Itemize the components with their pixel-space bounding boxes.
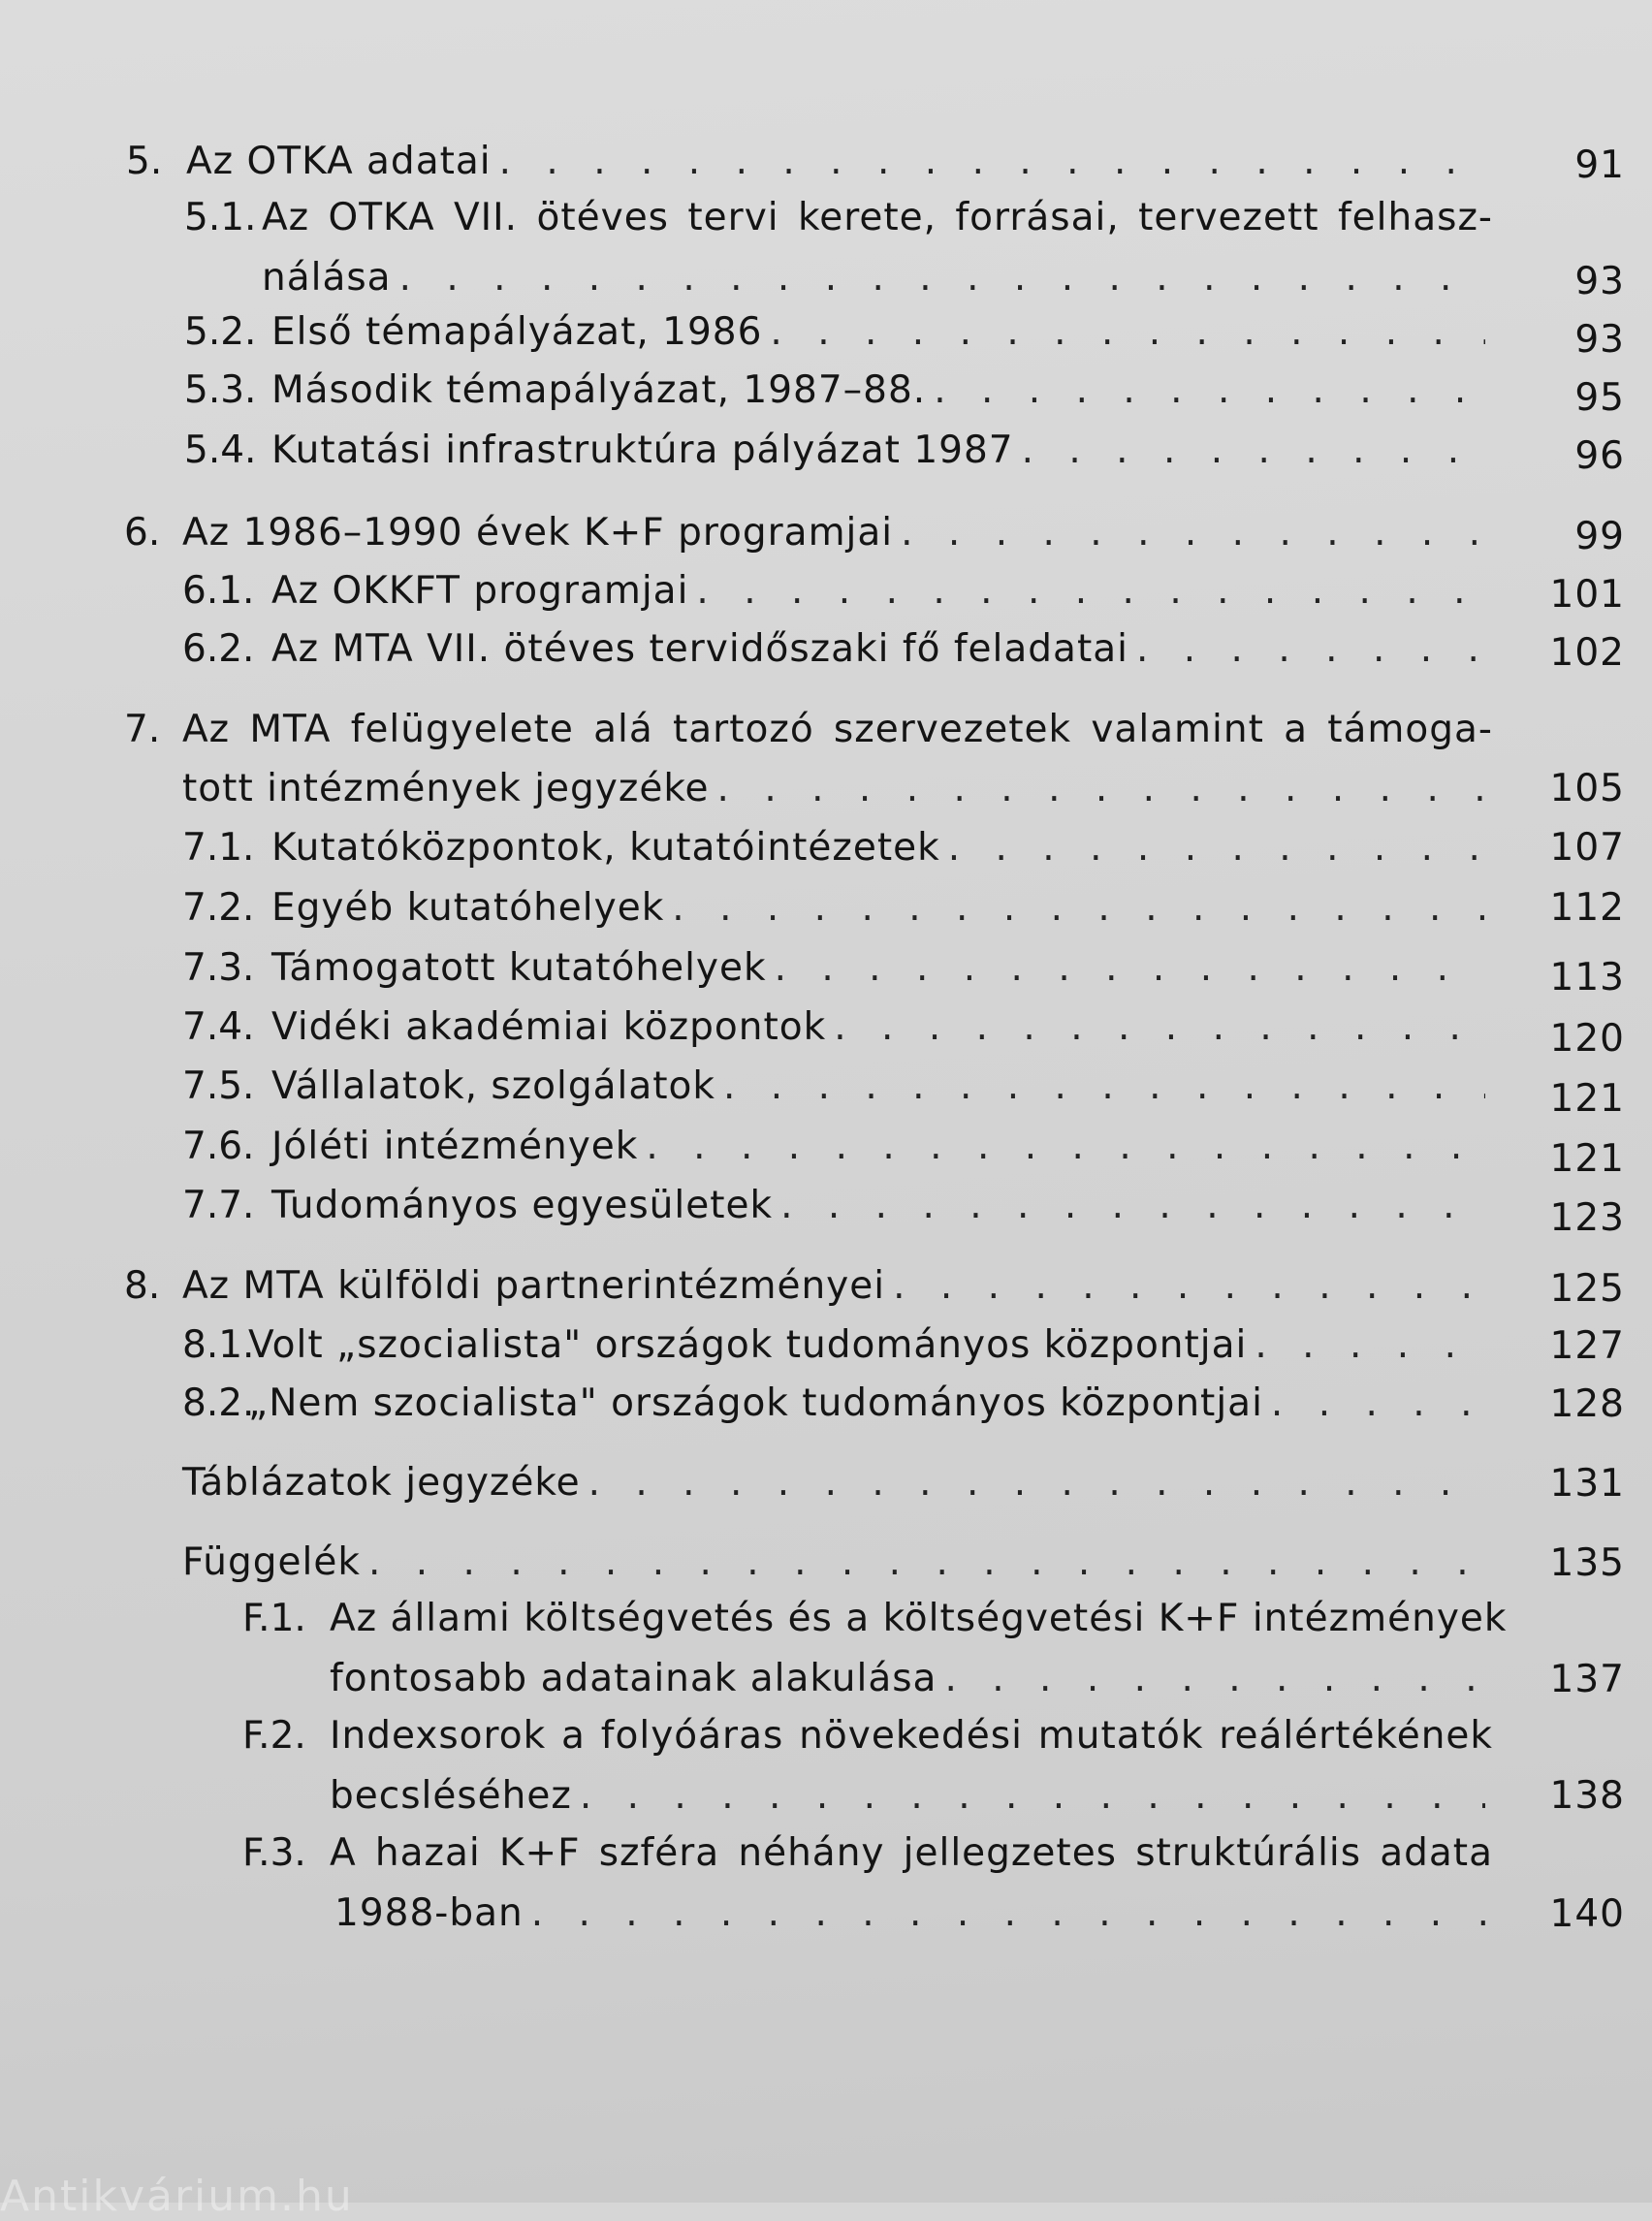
toc-title: Az 1986–1990 évek K+F programjai bbox=[182, 511, 894, 555]
dot-leader bbox=[723, 1063, 1485, 1111]
toc-page-number: 140 bbox=[1549, 1892, 1625, 1936]
dot-leader bbox=[588, 1459, 1485, 1507]
toc-entry-7-2 bbox=[182, 884, 1493, 933]
toc-title: Az MTA külföldi partnerintézményei bbox=[182, 1264, 886, 1308]
toc-entry-6-2 bbox=[182, 625, 1493, 674]
toc-number: 8.2. bbox=[182, 1381, 255, 1425]
dot-leader bbox=[1255, 1321, 1485, 1370]
dot-leader bbox=[499, 138, 1485, 186]
dot-leader bbox=[580, 1772, 1485, 1821]
toc-title: Első témapályázat, 1986 bbox=[271, 310, 763, 354]
toc-page-number: 101 bbox=[1549, 573, 1625, 617]
watermark: Antikvárium.hu bbox=[0, 2172, 354, 2221]
toc-entry-appendix bbox=[182, 1539, 1493, 1587]
toc-title-continuation: tott intézmények jegyzéke bbox=[182, 767, 710, 810]
toc-title: Támogatott kutatóhelyek bbox=[271, 946, 767, 990]
dot-leader bbox=[696, 567, 1485, 616]
toc-title: Vidéki akadémiai központok bbox=[271, 1005, 827, 1049]
toc-number: 8. bbox=[124, 1264, 161, 1308]
dot-leader bbox=[368, 1539, 1485, 1587]
toc-title-continuation: nálása bbox=[262, 256, 392, 300]
toc-title: Kutatási infrastruktúra pályázat 1987 bbox=[271, 428, 1014, 472]
toc-page-number: 120 bbox=[1549, 1017, 1625, 1061]
toc-page-number: 137 bbox=[1549, 1658, 1625, 1701]
toc-title: Indexsorok a folyóáras növekedési mutatók reálértékének bbox=[330, 1714, 1493, 1758]
dot-leader bbox=[944, 1655, 1485, 1703]
toc-entry-5-2 bbox=[184, 308, 1493, 357]
toc-number: 8.1. bbox=[182, 1323, 255, 1367]
toc-page-number: 138 bbox=[1549, 1774, 1625, 1818]
dot-leader bbox=[934, 366, 1485, 415]
toc-entry-8-2 bbox=[182, 1380, 1493, 1428]
toc-title: Az MTA VII. ötéves tervidőszaki fő feladatai bbox=[271, 627, 1128, 671]
toc-number: 6.1. bbox=[182, 569, 255, 613]
dot-leader bbox=[531, 1889, 1485, 1938]
dot-leader bbox=[399, 254, 1485, 302]
toc-entry-f2-cont bbox=[330, 1772, 1493, 1821]
toc-entry-7-5 bbox=[182, 1063, 1493, 1111]
toc-title: Kutatóközpontok, kutatóintézetek bbox=[271, 826, 940, 870]
toc-page-number: 128 bbox=[1549, 1382, 1625, 1426]
toc-title: Vállalatok, szolgálatok bbox=[271, 1064, 715, 1108]
toc-title: Második témapályázat, 1987–88. bbox=[271, 368, 927, 412]
toc-page-number: 127 bbox=[1549, 1324, 1625, 1368]
toc-page-number: 93 bbox=[1574, 318, 1625, 362]
dot-leader bbox=[780, 1182, 1485, 1230]
toc-title: Az MTA felügyelete alá tartozó szervezetek valamint a támoga- bbox=[182, 708, 1493, 751]
toc-number: F.3. bbox=[242, 1831, 306, 1875]
toc-title: Az állami költségvetés és a költségvetési K+F intézmények bbox=[330, 1597, 1508, 1640]
toc-entry-5-1 bbox=[184, 194, 1493, 242]
toc-title: „Nem szocialista" országok tudományos központjai bbox=[248, 1381, 1263, 1425]
toc-number: 7. bbox=[124, 708, 161, 751]
toc-title: Tudományos egyesületek bbox=[271, 1184, 774, 1227]
toc-number: 5.3. bbox=[184, 368, 257, 412]
toc-entry-8-1 bbox=[182, 1321, 1493, 1370]
toc-entry-7-7 bbox=[182, 1182, 1493, 1230]
toc-title-continuation: becsléséhez bbox=[330, 1774, 572, 1818]
toc-entry-7-cont bbox=[182, 765, 1493, 813]
toc-page-number: 95 bbox=[1574, 376, 1625, 420]
toc-number: 5.2. bbox=[184, 310, 257, 354]
toc-entry-7 bbox=[124, 706, 1493, 754]
toc-title: Az OTKA VII. ötéves tervi kerete, forrásai, tervezett felhasz- bbox=[262, 196, 1493, 239]
toc-page-number: 121 bbox=[1549, 1137, 1625, 1181]
toc-entry-f2 bbox=[242, 1712, 1493, 1761]
toc-page-number: 99 bbox=[1574, 515, 1625, 558]
toc-page-number: 123 bbox=[1549, 1196, 1625, 1240]
toc-entry-5 bbox=[126, 138, 1493, 186]
toc-page-number: 102 bbox=[1549, 631, 1625, 675]
dot-leader bbox=[834, 1003, 1485, 1052]
toc-number: 6.2. bbox=[182, 627, 255, 671]
toc-entry-f3 bbox=[242, 1829, 1493, 1878]
toc-entry-f1-cont bbox=[330, 1655, 1493, 1703]
toc-page-number: 91 bbox=[1574, 143, 1625, 187]
toc-number: 7.1. bbox=[182, 826, 255, 870]
toc-title: A hazai K+F szféra néhány jellegzetes struktúrális adata bbox=[330, 1831, 1493, 1875]
toc-page-number: 105 bbox=[1549, 767, 1625, 810]
toc-entry-tables bbox=[182, 1459, 1493, 1507]
toc-number: F.2. bbox=[242, 1714, 306, 1758]
dot-leader bbox=[775, 944, 1485, 993]
toc-number: 5. bbox=[126, 140, 163, 183]
toc-entry-7-1 bbox=[182, 824, 1493, 873]
toc-entry-7-6 bbox=[182, 1123, 1493, 1171]
toc-title: Táblázatok jegyzéke bbox=[182, 1461, 581, 1505]
toc-page-number: 125 bbox=[1549, 1267, 1625, 1311]
toc-title-continuation: fontosabb adatainak alakulása bbox=[330, 1657, 937, 1700]
toc-number: F.1. bbox=[242, 1597, 306, 1640]
toc-title: Az OTKA adatai bbox=[186, 140, 492, 183]
toc-entry-7-4 bbox=[182, 1003, 1493, 1052]
toc-title: Függelék bbox=[182, 1540, 361, 1584]
toc-entry-5-3 bbox=[184, 366, 1493, 415]
toc-page-number: 93 bbox=[1574, 260, 1625, 303]
toc-page-number: 107 bbox=[1549, 826, 1625, 870]
toc-page-number: 96 bbox=[1574, 434, 1625, 478]
toc-number: 5.1. bbox=[184, 196, 257, 239]
dot-leader bbox=[1136, 625, 1485, 674]
dot-leader bbox=[1022, 427, 1485, 475]
toc-title: Volt „szocialista" országok tudományos központjai bbox=[248, 1323, 1248, 1367]
toc-page-number: 113 bbox=[1549, 956, 1625, 999]
toc-number: 5.4. bbox=[184, 428, 257, 472]
toc-title: Jóléti intézmények bbox=[271, 1125, 639, 1168]
toc-title: Az OKKFT programjai bbox=[271, 569, 689, 613]
toc-entry-5-4 bbox=[184, 427, 1493, 475]
toc-entry-6 bbox=[124, 509, 1493, 557]
toc-number: 7.3. bbox=[182, 946, 255, 990]
toc-number: 7.2. bbox=[182, 886, 255, 930]
toc-entry-f1 bbox=[242, 1595, 1508, 1643]
toc-number: 7.6. bbox=[182, 1125, 255, 1168]
dot-leader bbox=[672, 884, 1485, 933]
toc-entry-6-1 bbox=[182, 567, 1493, 616]
toc-entry-5-1-cont bbox=[262, 254, 1493, 302]
toc-number: 7.7. bbox=[182, 1184, 255, 1227]
toc-page-number: 131 bbox=[1549, 1462, 1625, 1506]
toc-number: 6. bbox=[124, 511, 161, 555]
toc-page-number: 121 bbox=[1549, 1077, 1625, 1121]
toc-entry-7-3 bbox=[182, 944, 1493, 993]
dot-leader bbox=[1271, 1380, 1485, 1428]
toc-title: Egyéb kutatóhelyek bbox=[271, 886, 665, 930]
toc-number: 7.5. bbox=[182, 1064, 255, 1108]
toc-title-continuation: 1988-ban bbox=[334, 1891, 524, 1935]
toc-page-number: 135 bbox=[1549, 1541, 1625, 1585]
dot-leader bbox=[770, 308, 1485, 357]
toc-entry-8 bbox=[124, 1262, 1493, 1311]
dot-leader bbox=[717, 765, 1485, 813]
toc-page-number: 112 bbox=[1549, 886, 1625, 930]
dot-leader bbox=[893, 1262, 1485, 1311]
dot-leader bbox=[901, 509, 1485, 557]
dot-leader bbox=[646, 1123, 1485, 1171]
dot-leader bbox=[948, 824, 1485, 873]
toc-entry-f3-cont bbox=[334, 1889, 1493, 1938]
toc-number: 7.4. bbox=[182, 1005, 255, 1049]
